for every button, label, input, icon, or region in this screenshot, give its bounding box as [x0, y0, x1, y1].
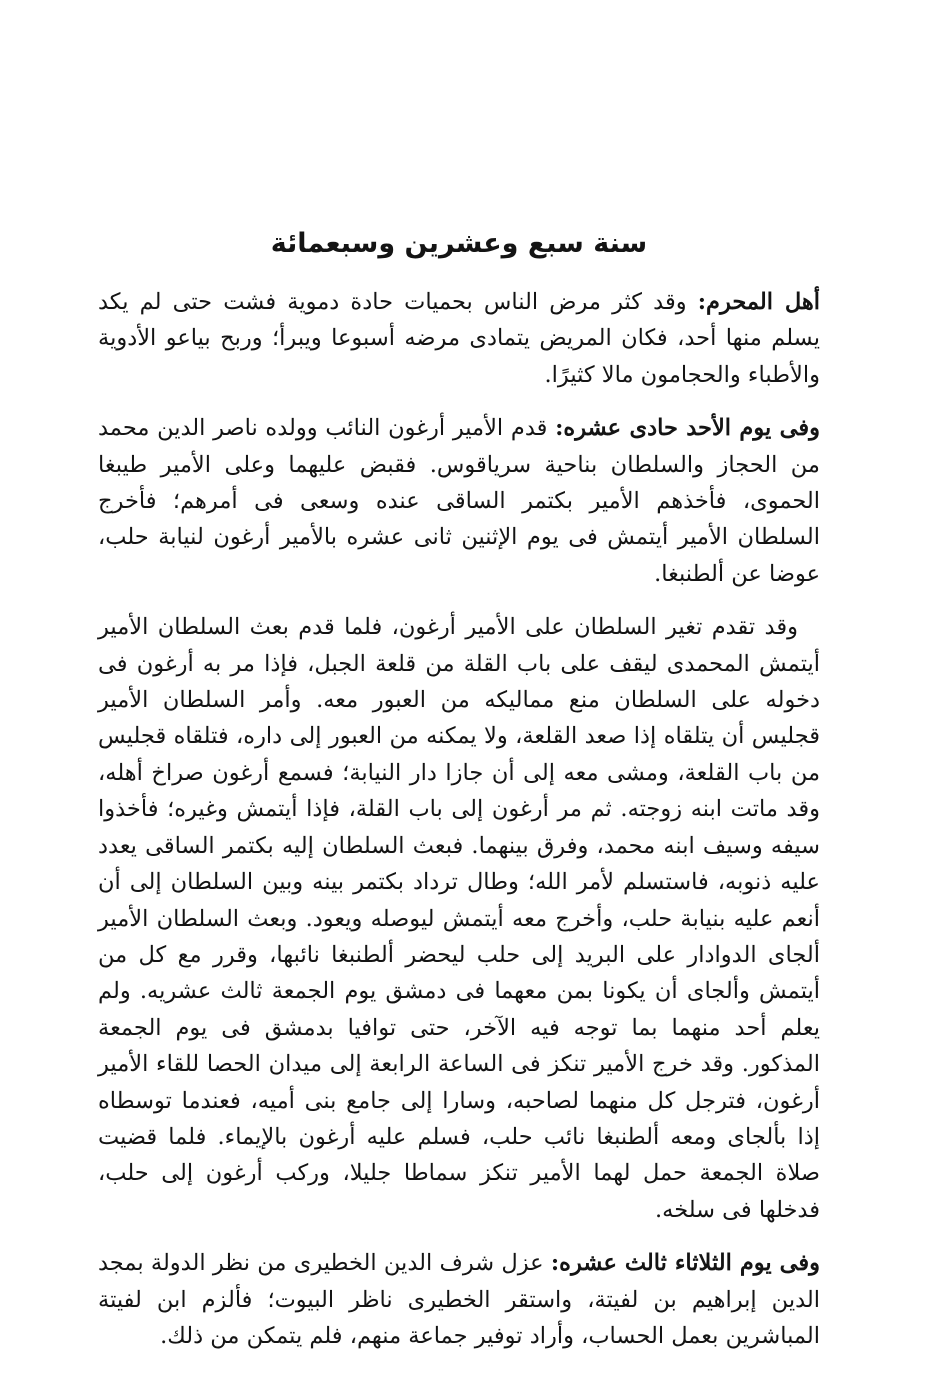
paragraph-text: وقد كثر مرض الناس بحميات حادة دموية فشت حتى لم يكد يسلم منها أحد، فكان المريض يتمادى مرضه أسبوعا ويبرأ؛ وربح بياعو الأدوية والأطباء والحجامون مالا كثيرًا. — [98, 289, 820, 388]
section-title: سنة سبع وعشرين وسبعمائة — [270, 228, 648, 259]
paragraph-sunday — [98, 410, 820, 592]
paragraph-lead: أهل المحرم: — [697, 289, 821, 315]
document-page — [98, 222, 820, 1371]
paragraph-lead: وفى يوم الثلاثاء ثالث عشره: — [550, 1250, 820, 1277]
paragraph-text: قدم الأمير أرغون النائب وولده ناصر الدين محمد من الحجاز والسلطان بناحية سرياقوس. فقبض عليهما وعلى الأمير طيبغا الحموى، فأخذهم الأمير بكتمر الساقى عنده وسعى فى أمرهم؛ فأخرج السلطان الأمير أيتمش فى يوم الإثنين ثانى عشره بالأمير أرغون لنيابة حلب، عوضا عن ألطنبغا. — [98, 415, 820, 587]
paragraph-lead: وفى يوم الأحد حادى عشره: — [555, 415, 821, 442]
paragraph-text: وقد تقدم تغير السلطان على الأمير أرغون، فلما قدم بعث السلطان الأمير أيتمش المحمدى ليقف على باب القلة من قلعة الجبل، فإذا مر به أرغون فى دخوله على السلطان منع مماليكه من العبور معه. وأمر السلطان الأمير قجليس أن يتلقاه إذا صعد القلعة، ولا يمكنه من العبور إلى داره، فتلقاه قجليس من باب القلعة، ومشى معه إلى أن جازا دار النيابة؛ فسمع أرغون صراخ أهله، وقد ماتت ابنه زوجته. ثم مر أرغون إلى باب القلة، فإذا أيتمش وغيره؛ فأخذوا سيفه وسيف ابنه محمد، وفرق بينهما. فبعث السلطان إليه بكتمر الساقى يعدد عليه ذنوبه، فاستسلم لأمر الله؛ وطال ترداد بكتمر بينه وبين السلطان إلى أن أنعم عليه بنيابة حلب، وأخرج معه أيتمش ليوصله ويعود. وبعث السلطان الأمير ألجاى الدوادار على البريد إلى حلب ليحضر ألطنبغا نائبها، وقرر مع كل من أيتمش وألجاى أن يكونا بمن معهما فى دمشق يوم الجمعة ثالث عشريه. ولم يعلم أحد منهما بما توجه فيه الآخر، حتى توافيا بدمشق فى يوم الجمعة المذكور. وقد خرج الأمير تنكز فى الساعة الرابعة إلى ميدان الحصا للقاء الأمير أرغون، فترجل كل منهما لصاحبه، وسارا إلى جامع بنى أميه، فعندما توسطاه إذا بألجاى ومعه ألطنبغا نائب حلب، فسلم عليه أرغون بالإيماء. فلما قضيت صلاة الجمعة حمل لهما الأمير تنكز سماطا جليلا، وركب أرغون إلى حلب، فدخلها فى سلخه. — [98, 614, 820, 1223]
paragraph-arghun — [98, 609, 820, 1228]
paragraph-muharram — [98, 284, 820, 393]
paragraph-text: عزل شرف الدين الخطيرى من نظر الدولة بمجد الدين إبراهيم بن لفيتة، واستقر الخطيرى ناظر البيوت؛ فألزم ابن لفيتة المباشرين بعمل الحساب، وأراد توفير جماعة منهم، فلم يتمكن من ذلك. — [98, 1250, 820, 1349]
paragraph-tuesday — [98, 1245, 820, 1354]
